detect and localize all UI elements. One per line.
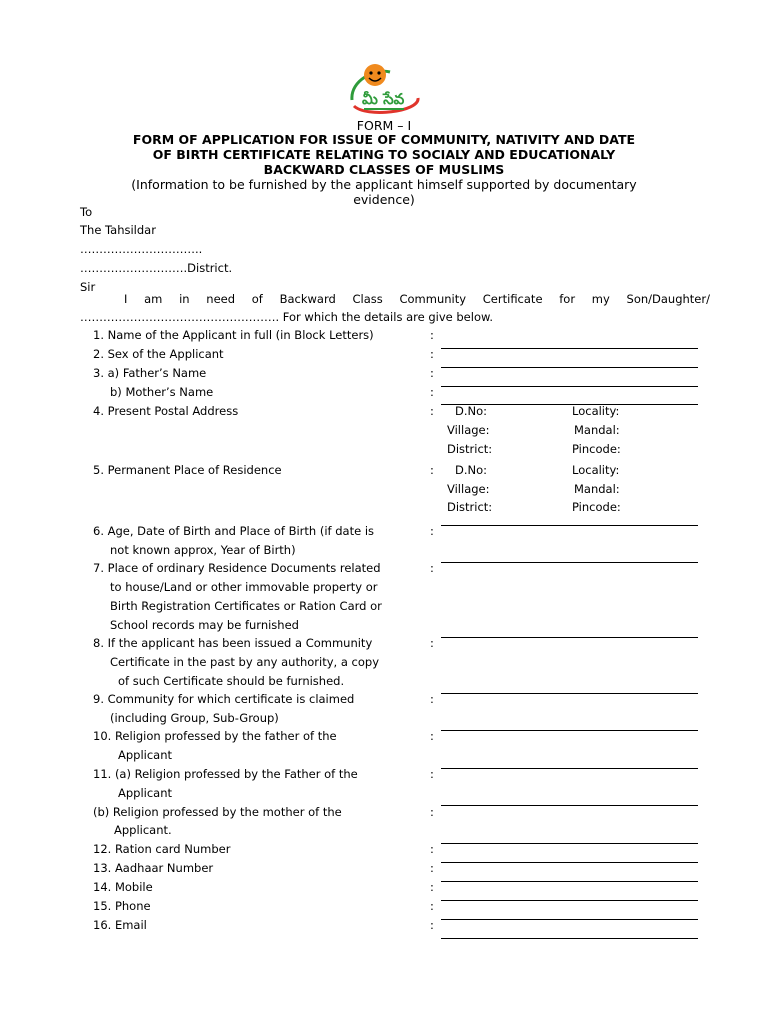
form-title-line-1: FORM OF APPLICATION FOR ISSUE OF COMMUNITY, NATIVITY AND DATE xyxy=(132,132,636,147)
address-to: To xyxy=(80,205,93,219)
body-paragraph-line-1: I am in need of Backward Class Community Certificate for my Son/Daughter/ xyxy=(124,292,710,306)
address-district-line: ……………………….District. xyxy=(80,261,233,275)
form-title-line-2: OF BIRTH CERTIFICATE RELATING TO SOCIALY AND EDUCATIONALY xyxy=(152,147,616,162)
permanent-residence-line[interactable] xyxy=(441,525,698,526)
father-name-line[interactable] xyxy=(441,386,698,387)
phone-line[interactable] xyxy=(441,919,698,920)
residence-documents-line[interactable] xyxy=(441,637,698,638)
applicant-name-line[interactable] xyxy=(441,348,698,349)
svg-text:మీ సేవ: మీ సేవ xyxy=(362,90,405,108)
sex-line[interactable] xyxy=(441,367,698,368)
meeseva-logo xyxy=(346,62,424,118)
religion-mother-line[interactable] xyxy=(441,843,698,844)
body-paragraph-line-2: ……………………………………………. For which the details are give below. xyxy=(80,310,493,324)
age-dob-line[interactable] xyxy=(441,562,698,563)
ration-card-line[interactable] xyxy=(441,862,698,863)
address-recipient: The Tahsildar xyxy=(80,223,156,237)
info-line-1: (Information to be furnished by the applicant himself supported by documentary xyxy=(131,177,637,192)
info-line-2: evidence) xyxy=(353,192,415,207)
form-number: FORM – I xyxy=(356,118,412,133)
address-blank-line: ………………………….. xyxy=(80,242,203,256)
community-line[interactable] xyxy=(441,730,698,731)
religion-father-a-line[interactable] xyxy=(441,805,698,806)
aadhaar-line[interactable] xyxy=(441,881,698,882)
form-title-line-3: BACKWARD CLASSES OF MUSLIMS xyxy=(263,162,505,177)
mobile-line[interactable] xyxy=(441,900,698,901)
email-line[interactable] xyxy=(441,938,698,939)
religion-father-line[interactable] xyxy=(441,768,698,769)
salutation: Sir xyxy=(80,280,96,294)
previous-certificate-line[interactable] xyxy=(441,693,698,694)
